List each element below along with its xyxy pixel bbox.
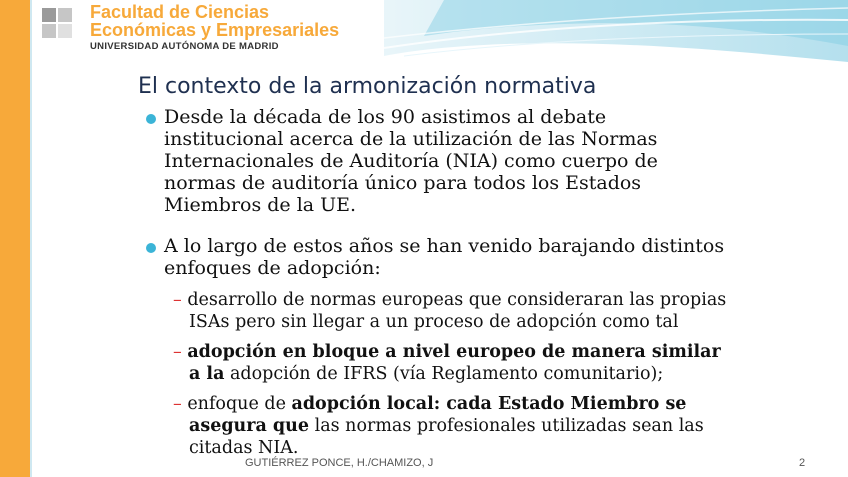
- sub-3-bold-b: asegura que: [189, 416, 310, 436]
- logo-line-3: UNIVERSIDAD AUTÓNOMA DE MADRID: [90, 41, 279, 52]
- logo-line-2: Económicas y Empresariales: [90, 20, 340, 40]
- bullet-2-icon: [146, 243, 156, 253]
- faculty-logo: [32, 0, 384, 58]
- sub-3-bold-a: adopción local: cada Estado Miembro se: [291, 394, 687, 414]
- sub-1-text-a: desarrollo de normas europeas que consideraran las propias: [187, 290, 727, 310]
- logo-line-1: Facultad de Ciencias: [90, 2, 270, 22]
- sub-item-3-line-3: citadas NIA.: [189, 438, 299, 458]
- bullet-1-line-5: Miembros de la UE.: [164, 194, 357, 216]
- sub-item-1-line-2: ISAs pero sin llegar a un proceso de adopción como tal: [189, 312, 679, 332]
- left-divider: [30, 0, 32, 477]
- bullet-1-line-4: normas de auditoría único para todos los Estados: [164, 172, 642, 194]
- sub-item-1-line-1: [173, 290, 726, 312]
- sub-2-dash: –: [173, 342, 182, 362]
- bullet-2-line-2: enfoques de adopción:: [164, 257, 381, 279]
- page-number: 2: [799, 457, 806, 469]
- left-accent-bar: [0, 0, 30, 477]
- sub-2-bold-a: adopción en bloque a nivel europeo de manera similar: [187, 342, 721, 362]
- bullet-2-line-1: A lo largo de estos años se han venido barajando distintos: [164, 235, 725, 257]
- bullet-1-line-3: Internacionales de Auditoría (NIA) como cuerpo de: [164, 150, 658, 172]
- sub-3-rest: las normas profesionales utilizadas sean las: [309, 416, 704, 436]
- sub-item-2-line-2: [189, 364, 663, 386]
- logo-squares-icon: [42, 8, 72, 38]
- sub-1-dash: –: [173, 290, 182, 310]
- sub-item-3-line-2: [189, 416, 704, 438]
- sub-item-3-line-1: [173, 394, 686, 416]
- bullet-1-line-1: Desde la década de los 90 asistimos al debate: [164, 106, 607, 128]
- sub-3-dash: –: [173, 394, 182, 414]
- footer-author: GUTIÉRREZ PONCE, H./CHAMIZO, J: [245, 457, 434, 469]
- header-waves-decoration: [384, 0, 848, 62]
- sub-2-bold-b: a la: [189, 364, 225, 384]
- sub-2-rest: adopción de IFRS (vía Reglamento comunitario);: [224, 364, 664, 384]
- slide-title: El contexto de la armonización normativa: [138, 74, 597, 99]
- bullet-1-icon: [146, 114, 156, 124]
- sub-3-pre: enfoque de: [187, 394, 292, 414]
- sub-item-2-line-1: [173, 342, 721, 364]
- bullet-1-line-2: institucional acerca de la utilización de las Normas: [164, 128, 658, 150]
